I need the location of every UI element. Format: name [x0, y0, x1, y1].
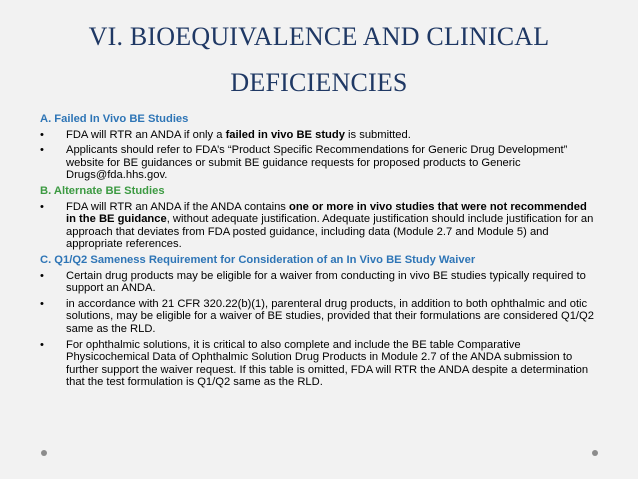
bullet-emphasis: failed in vivo BE study [225, 128, 345, 141]
section-a-bullet-2 [40, 144, 596, 182]
bullet-text: FDA will RTR an ANDA if only a [66, 128, 226, 141]
bullet-glyph: • [40, 269, 44, 282]
slide-title [20, 14, 618, 106]
section-c-heading: C. Q1/Q2 Sameness Requirement for Consideration of an In Vivo BE Study Waiver [40, 253, 476, 266]
section-c-bullet-1 [40, 270, 596, 295]
section-c-bullet-2 [40, 298, 596, 336]
bullet-text: Certain drug products may be eligible for a waiver from conducting in vivo BE studies typically required to support an ANDA. [66, 269, 586, 295]
bullet-text: For ophthalmic solutions, it is critical to also complete and include the BE table Comparative Physicochemical Data of Ophthalmic Solution Drug Products in Module 2.7 of the ANDA submission to further support the waiver request. If this table is omitted, FDA will RTR the ANDA despite a determination that the test formulation is Q1/Q2 same as the RLD. [66, 338, 589, 389]
corner-dot-left-icon [41, 450, 47, 456]
bullet-glyph: • [40, 128, 44, 141]
slide-body [40, 113, 596, 392]
section-a-heading: A. Failed In Vivo BE Studies [40, 113, 189, 125]
bullet-emphasis: one or more in vivo studies that were not recommended in the BE guidance [66, 200, 587, 226]
bullet-text: , without adequate justification. Adequate justification should include justification for an approach that deviates from FDA posted guidance, including data (Module 2.7 and Module 5) and appropriate references. [66, 213, 594, 251]
section-c-bullet-3 [40, 339, 596, 389]
section-a-bullet-1 [40, 129, 596, 142]
bullet-text: in accordance with 21 CFR 320.22(b)(1), parenteral drug products, in addition to both ophthalmic and otic solutions, may be eligible for a waiver of BE studies, provided that their formulations are considered Q1/Q2 same as the RLD. [66, 297, 594, 335]
title-line-1: VI. BIOEQUIVALENCE AND CLINICAL [88, 22, 550, 51]
bullet-glyph: • [40, 297, 44, 310]
section-b-heading: B. Alternate BE Studies [40, 184, 165, 197]
corner-dot-right-icon [592, 450, 598, 456]
bullet-glyph: • [40, 200, 44, 213]
bullet-glyph: • [40, 144, 44, 157]
bullet-text: FDA will RTR an ANDA if the ANDA contains [66, 200, 290, 213]
title-line-2: DEFICIENCIES [230, 68, 408, 97]
section-b-bullet-1 [40, 201, 596, 251]
bullet-text: is submitted. [344, 128, 411, 141]
bullet-glyph: • [40, 338, 44, 351]
bullet-text: Applicants should refer to FDA’s “Product Specific Recommendations for Generic Drug Development” website for BE guidances or submit BE guidance requests for proposed products to Generic Drugs@fda.hhs.gov. [66, 144, 568, 182]
